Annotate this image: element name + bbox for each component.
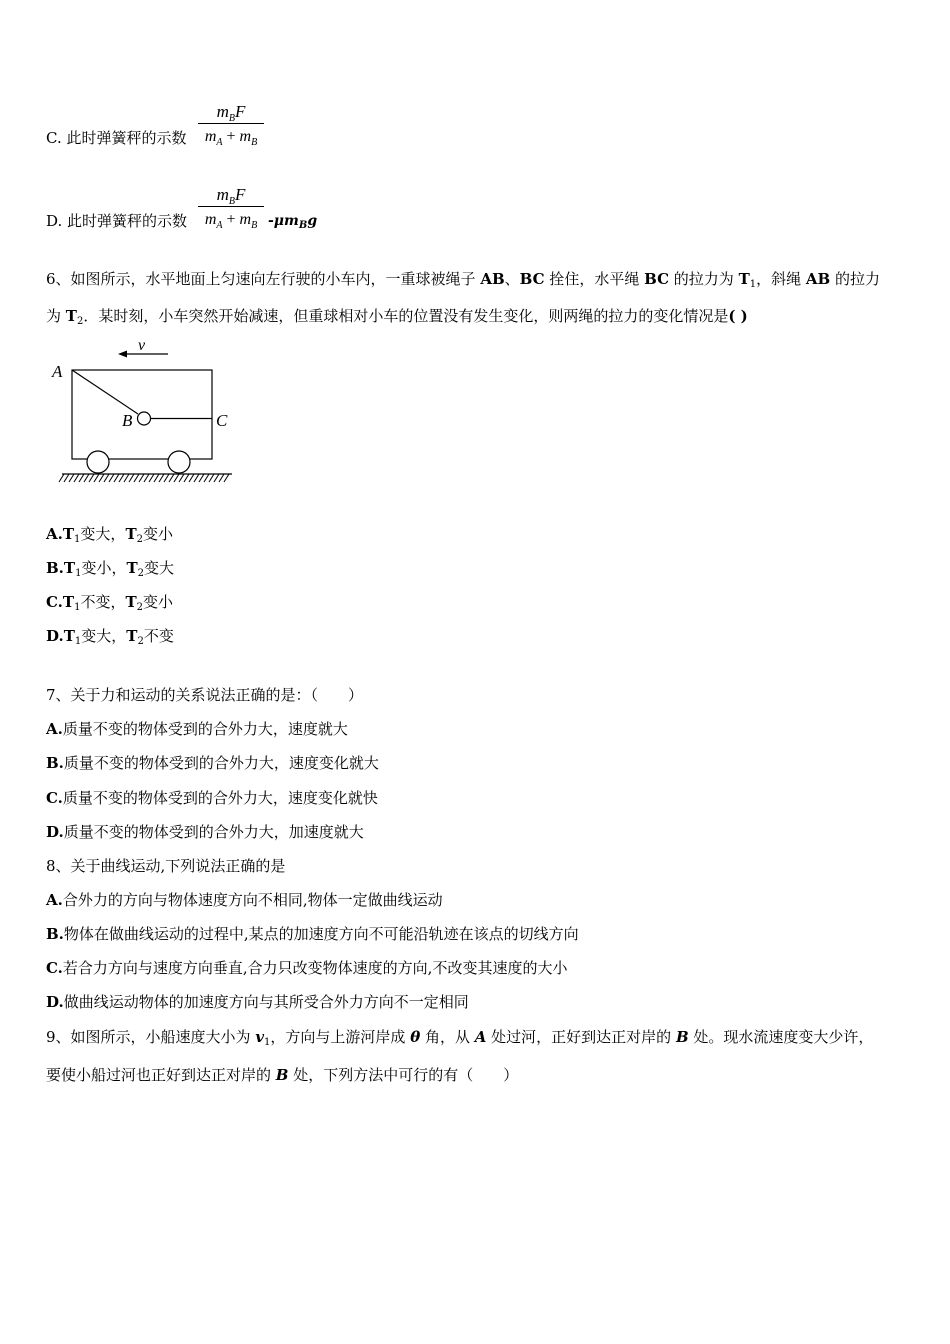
q8-option-b[interactable]: B.物体在做曲线运动的过程中,某点的加速度方向不可能沿轨迹在该点的切线方向 <box>46 925 579 943</box>
fraction-numerator: $m_BF$ <box>216 102 246 124</box>
hatch-mark <box>164 474 169 482</box>
option-d-prev <box>46 211 187 231</box>
fraction-denominator: $m_A + m_B$ <box>204 128 258 148</box>
q6-stem-line1: 6、如图所示，水平地面上匀速向左行驶的小车内，一重球被绳子 AB、BC 拴住，水平绳 BC 的拉力为 $T_1$，斜绳 AB 的拉力 <box>46 270 881 290</box>
point-c-label: C <box>216 411 228 430</box>
hatch-mark <box>194 474 199 482</box>
hatch-mark <box>84 474 89 482</box>
wheel-right <box>168 451 190 473</box>
hatch-mark <box>159 474 164 482</box>
point-b-label: B <box>122 411 133 430</box>
q9-stem-line1: 9、如图所示，小船速度大小为 $v_1$，方向与上游河岸成 θ 角，从 A 处过河，正好到达正对岸的 B 处。现水流速度变大少许， <box>46 1028 874 1048</box>
option-d-prev-text: D. 此时弹簧秤的示数 <box>46 212 188 230</box>
ball-b <box>138 412 151 425</box>
hatch-mark <box>179 474 184 482</box>
hatch-mark <box>224 474 229 482</box>
q6-option-b[interactable]: $B.T_1$变小，$T_2$变大 <box>46 559 175 579</box>
cart-diagram <box>46 334 246 486</box>
hatch-mark <box>79 474 84 482</box>
hatch-mark <box>124 474 129 482</box>
hatch-mark <box>189 474 194 482</box>
option-c-prev-text: C. 此时弹簧秤的示数 <box>46 129 187 147</box>
velocity-label: v <box>138 337 146 354</box>
hatch-mark <box>214 474 219 482</box>
hatch-mark <box>184 474 189 482</box>
fraction-denominator: $m_A + m_B$ <box>204 211 258 231</box>
hatch-mark <box>119 474 124 482</box>
q6-option-c[interactable]: $C.T_1$不变，$T_2$变小 <box>46 593 174 613</box>
hatch-mark <box>64 474 69 482</box>
hatch-mark <box>99 474 104 482</box>
point-a-label: A <box>52 362 63 381</box>
q7-stem: 7、关于力和运动的关系说法正确的是：（ ） <box>46 686 364 704</box>
q6-stem-line2: 为 $T_2$．某时刻，小车突然开始减速，但重球相对小车的位置没有发生变化，则两绳的拉力的变化情况是( ) <box>46 307 748 327</box>
hatch-mark <box>129 474 134 482</box>
hatch-mark <box>209 474 214 482</box>
hatch-mark <box>104 474 109 482</box>
q8-stem: 8、关于曲线运动,下列说法正确的是 <box>46 857 286 875</box>
hatch-mark <box>109 474 114 482</box>
hatch-mark <box>74 474 79 482</box>
hatch-mark <box>139 474 144 482</box>
hatch-mark <box>174 474 179 482</box>
formula-fraction-c <box>198 101 264 148</box>
q7-option-b[interactable]: B.质量不变的物体受到的合外力大，速度变化就大 <box>46 754 379 772</box>
hatch-mark <box>114 474 119 482</box>
q8-option-a[interactable]: A.合外力的方向与物体速度方向不相同,物体一定做曲线运动 <box>46 891 443 909</box>
hatch-mark <box>149 474 154 482</box>
q8-option-d[interactable]: D.做曲线运动物体的加速度方向与其所受合外力方向不一定相同 <box>46 993 469 1011</box>
hatch-mark <box>144 474 149 482</box>
q7-option-c[interactable]: C.质量不变的物体受到的合外力大，速度变化就快 <box>46 789 378 807</box>
q7-option-a[interactable]: A.质量不变的物体受到的合外力大，速度就大 <box>46 720 348 738</box>
q6-option-d[interactable]: $D.T_1$变大，$T_2$不变 <box>46 627 174 647</box>
hatch-mark <box>219 474 224 482</box>
hatch-mark <box>154 474 159 482</box>
wheel-left <box>87 451 109 473</box>
q6-option-a[interactable]: $A.T_1$变大，$T_2$变小 <box>46 525 173 545</box>
hatch-mark <box>204 474 209 482</box>
hatch-mark <box>169 474 174 482</box>
velocity-arrowhead <box>118 351 127 358</box>
hatch-mark <box>134 474 139 482</box>
hatch-mark <box>89 474 94 482</box>
option-c-prev <box>46 128 186 148</box>
hatch-mark <box>199 474 204 482</box>
option-d-suffix: $-\mu m_Bg$ <box>268 213 318 231</box>
rope-ab <box>72 370 138 414</box>
q8-option-c[interactable]: C.若合力方向与速度方向垂直,合力只改变物体速度的方向,不改变其速度的大小 <box>46 959 568 977</box>
ground-hatching <box>59 474 229 482</box>
hatch-mark <box>59 474 64 482</box>
q9-stem-line2: 要使小船过河也正好到达正对岸的 B 处，下列方法中可行的有（ ） <box>46 1066 519 1084</box>
fraction-numerator: $m_BF$ <box>216 185 246 207</box>
hatch-mark <box>69 474 74 482</box>
hatch-mark <box>94 474 99 482</box>
q7-option-d[interactable]: D.质量不变的物体受到的合外力大，加速度就大 <box>46 823 364 841</box>
formula-fraction-d <box>198 184 264 231</box>
